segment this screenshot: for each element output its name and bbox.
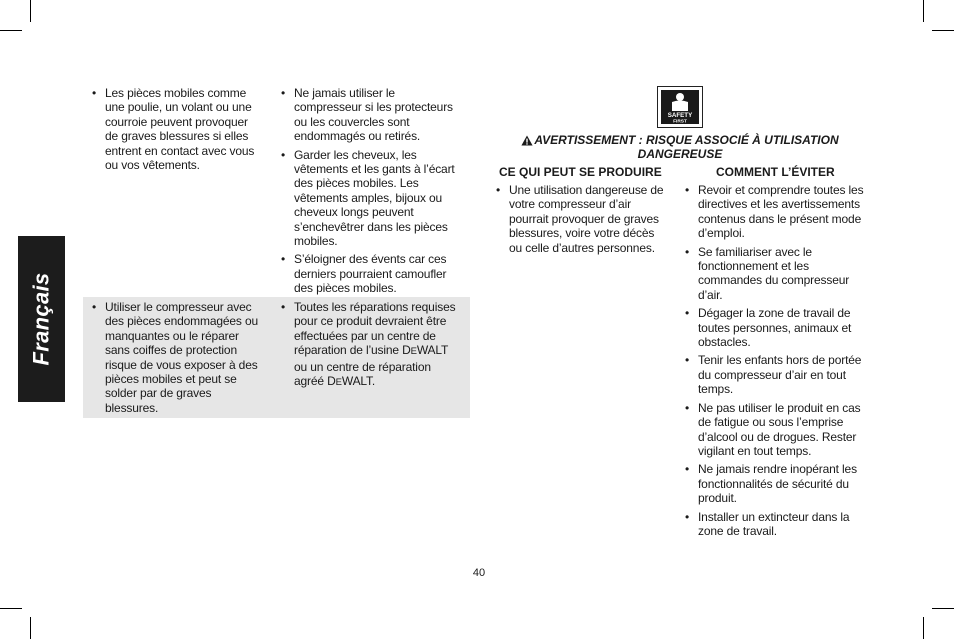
warning-title [490, 133, 870, 162]
list-item: • Ne pas utiliser le produit en cas de fatigue ou sous l’emprise d’alcool ou de drogues. Rester vigilant en tout temps. [685, 401, 870, 459]
list-item: • Utiliser le compresseur avec des pièces endommagées ou manquantes ou le réparer sans coiffes de protection risque de vous exposer à des pièces mobiles et peut se solder par de graves blessures. [92, 300, 264, 415]
brand-small-e: E [410, 346, 417, 358]
safety-icon-text: FIRST [673, 119, 687, 125]
header-what-can-happen: CE QUI PEUT SE PRODUIRE [499, 165, 662, 179]
list-item: • Les pièces mobiles comme une poulie, un volant ou une courroie peuvent provoquer de graves blessures si elles entrent en contact avec vous ou vos vêtements. [92, 86, 262, 172]
language-tab-label: Français [28, 272, 54, 366]
brand-small-e: E [335, 377, 342, 389]
list-item [281, 300, 463, 390]
repair-text-part1: Toutes les réparations requises pour ce produit devraient être effectuées par un centre de réparation de l’usine D [294, 300, 456, 358]
crop-mark [923, 617, 924, 639]
repair-text-part2: WALT ou un centre de réparation agréé D [294, 343, 448, 389]
crop-mark [932, 30, 954, 31]
list-item: • Tenir les enfants hors de portée du compresseur d’air en tout temps. [685, 353, 870, 396]
left-row1-prevention [281, 86, 461, 300]
list-item: • Une utilisation dangereuse de votre compresseur d’air pourrait provoquer de graves blessures, voire votre décès ou celle d’autres personnes. [496, 183, 664, 255]
crop-mark [923, 0, 924, 22]
safety-first-person-icon [660, 89, 700, 125]
list-item: • Ne jamais utiliser le compresseur si les protecteurs ou les couvercles sont endommagés ou retirés. [281, 86, 461, 144]
left-row2-hazard [92, 300, 264, 419]
left-row2-prevention [281, 300, 463, 394]
page-number: 40 [472, 567, 486, 579]
list-item: • Se familiariser avec le fonctionnement et les commandes du compresseur d’air. [685, 245, 870, 303]
left-row1-hazard [92, 86, 262, 176]
header-how-to-prevent: COMMENT L’ÉVITER [716, 165, 835, 179]
crop-mark [932, 608, 954, 609]
right-hazard [496, 183, 664, 259]
warning-triangle-icon [521, 135, 533, 146]
safety-first-icon [657, 86, 703, 128]
language-tab [18, 236, 65, 402]
warning-title-text: AVERTISSEMENT : RISQUE ASSOCIÉ À UTILISATION DANGEREUSE [534, 133, 839, 162]
crop-mark [30, 0, 31, 22]
safety-icon-text: SAFETY [667, 112, 693, 119]
crop-mark [30, 617, 31, 639]
list-item: • Installer un extincteur dans la zone de travail. [685, 510, 870, 539]
crop-mark [0, 30, 22, 31]
right-prevention [685, 183, 870, 542]
crop-mark [0, 608, 22, 609]
list-item: • S’éloigner des évents car ces derniers pourraient camoufler des pièces mobiles. [281, 252, 461, 295]
list-item: • Garder les cheveux, les vêtements et les gants à l’écart des pièces mobiles. Les vêtements amples, bijoux ou cheveux longs peuvent s’enchevêtrer dans les pièces mobiles. [281, 148, 461, 249]
repair-text-part3: WALT. [341, 374, 376, 389]
list-item: • Revoir et comprendre toutes les directives et les avertissements contenus dans le présent mode d’emploi. [685, 183, 870, 241]
list-item: • Ne jamais rendre inopérant les fonctionnalités de sécurité du produit. [685, 462, 870, 505]
list-item: • Dégager la zone de travail de toutes personnes, animaux et obstacles. [685, 306, 870, 349]
